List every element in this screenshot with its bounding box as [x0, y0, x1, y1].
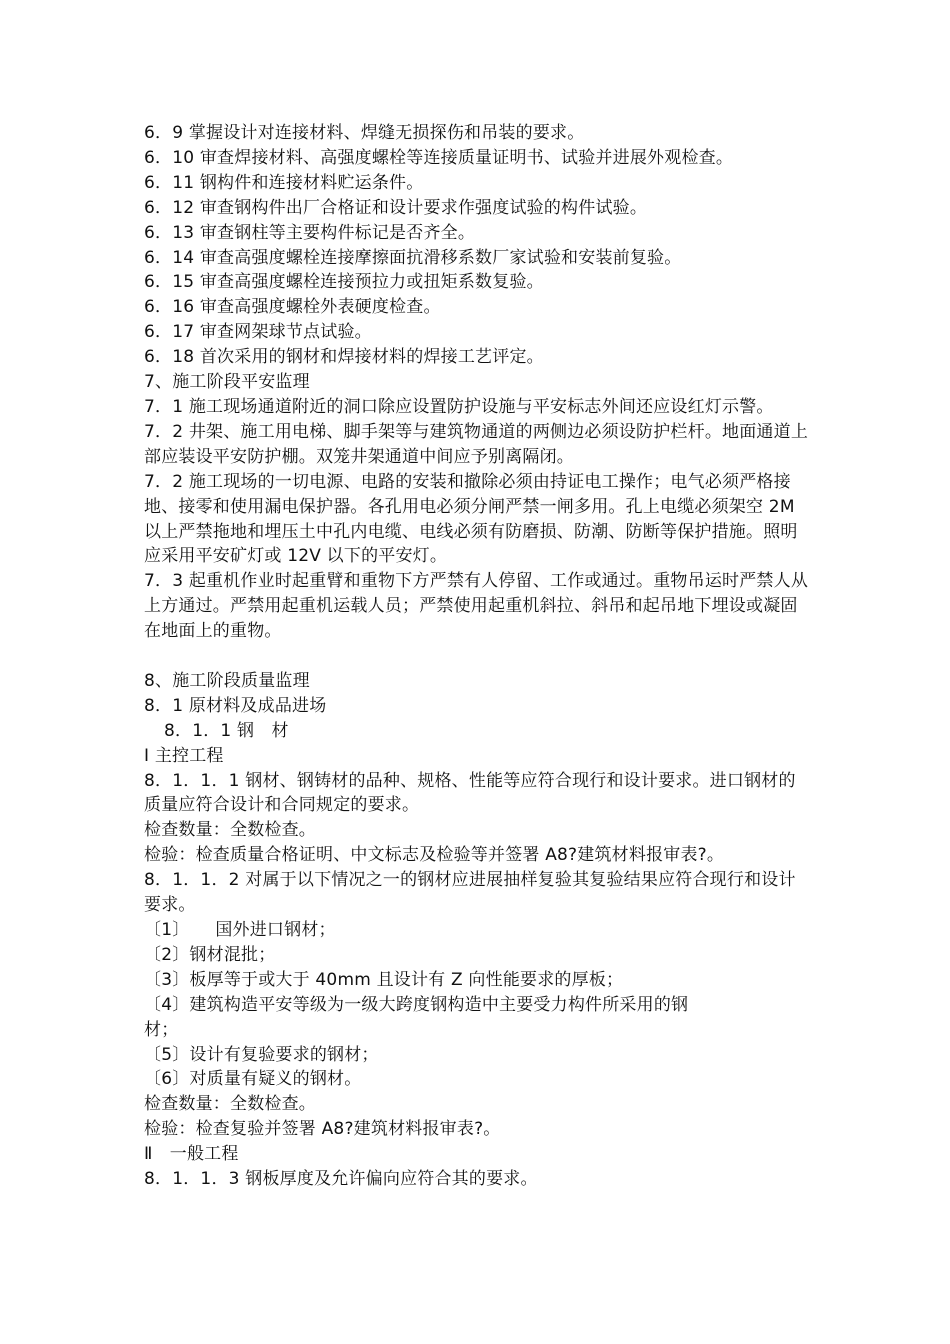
text-line: 6．11 钢构件和连接材料贮运条件。 — [144, 172, 424, 193]
paragraph: 7．2 施工现场的一切电源、电路的安装和撤除必须由持证电工操作；电气必须严格接地、接零和使用漏电保护器。各孔用电必须分闸严禁一闸多用。孔上电缆必须架空 2M 以上严禁拖地和埋压土中孔内电缆、电线必须有防磨损、防潮、防断等保护措施。照明应采用平安矿灯或 12V 以下的平安灯。 — [144, 471, 798, 567]
list-item: 〔3〕板厚等于或大于 40mm 且设计有 Z 向性能要求的厚板； — [144, 969, 624, 990]
list-item: 〔6〕对质量有疑义的钢材。 — [144, 1069, 362, 1090]
list-item: 〔1〕 国外进口钢材； — [144, 919, 336, 940]
section-heading: 7、施工阶段平安监理 — [144, 372, 310, 393]
text-line: 检验：检查质量合格证明、中文标志及检验等并签署 A8?建筑材料报审表?。 — [144, 845, 725, 866]
blank-line — [144, 644, 810, 669]
paragraph: 7．3 起重机作业时起重臂和重物下方严禁有人停留、工作或通过。重物吊运时严禁人从上方通过。严禁用起重机运载人员；严禁使用起重机斜拉、斜吊和起吊地下埋设或凝固在地面上的重物。 — [144, 571, 809, 642]
paragraph: 8．1．1．1 钢材、钢铸材的品种、规格、性能等应符合现行和设计要求。进口钢材的质量应符合设计和合同规定的要求。 — [144, 770, 796, 816]
text-line: 6．17 审查网架球节点试验。 — [144, 322, 372, 343]
text-line: 6．18 首次采用的钢材和焊接材料的焊接工艺评定。 — [144, 347, 544, 368]
paragraph: 8．1．1．2 对属于以下情况之一的钢材应进展抽样复验其复验结果应符合现行和设计要求。 — [144, 870, 796, 916]
list-item: 〔2〕钢材混批； — [144, 944, 276, 965]
text-line: 6．16 审查高强度螺栓外表硬度检查。 — [144, 297, 441, 318]
text-line: 6．12 审查钢构件出厂合格证和设计要求作强度试验的构件试验。 — [144, 197, 648, 218]
subsection-heading: 8．1 原材料及成品进场 — [144, 695, 327, 716]
paragraph: 7．2 井架、施工用电梯、脚手架等与建筑物通道的两侧边必须设防护栏杆。地面通道上部应装设平安防护棚。双笼井架通道中间应予别离隔闭。 — [144, 421, 809, 467]
list-item-continuation: 材； — [144, 1019, 179, 1040]
text-line: 6．9 掌握设计对连接材料、焊缝无损探伤和吊装的要求。 — [144, 123, 585, 143]
list-item: 〔5〕设计有复验要求的钢材； — [144, 1044, 379, 1065]
document-page — [144, 121, 810, 1192]
category-heading: Ⅰ 主控工程 — [144, 745, 224, 766]
text-line: 检查数量：全数检查。 — [144, 820, 316, 841]
subsection-heading: 8．1．1 钢 材 — [164, 720, 289, 741]
section-heading: 8、施工阶段质量监理 — [144, 670, 310, 691]
category-heading: Ⅱ 一般工程 — [144, 1144, 239, 1165]
text-line: 8．1．1．3 钢板厚度及允许偏向应符合其的要求。 — [144, 1169, 538, 1190]
paragraph: 7．1 施工现场通道附近的洞口除应设置防护设施与平安标志外间还应设红灯示警。 — [144, 396, 774, 417]
text-line: 检查数量：全数检查。 — [144, 1094, 316, 1115]
list-item: 〔4〕建筑构造平安等级为一级大跨度钢构造中主要受力构件所采用的钢 — [144, 994, 689, 1015]
text-line: 6．14 审查高强度螺栓连接摩擦面抗滑移系数厂家试验和安装前复验。 — [144, 247, 682, 268]
text-line: 6．13 审查钢柱等主要构件标记是否齐全。 — [144, 222, 476, 243]
text-line: 6．10 审查焊接材料、高强度螺栓等连接质量证明书、试验并进展外观检查。 — [144, 147, 734, 168]
text-line: 6．15 审查高强度螺栓连接预拉力或扭矩系数复验。 — [144, 272, 544, 293]
text-line: 检验：检查复验并签署 A8?建筑材料报审表?。 — [144, 1119, 501, 1140]
